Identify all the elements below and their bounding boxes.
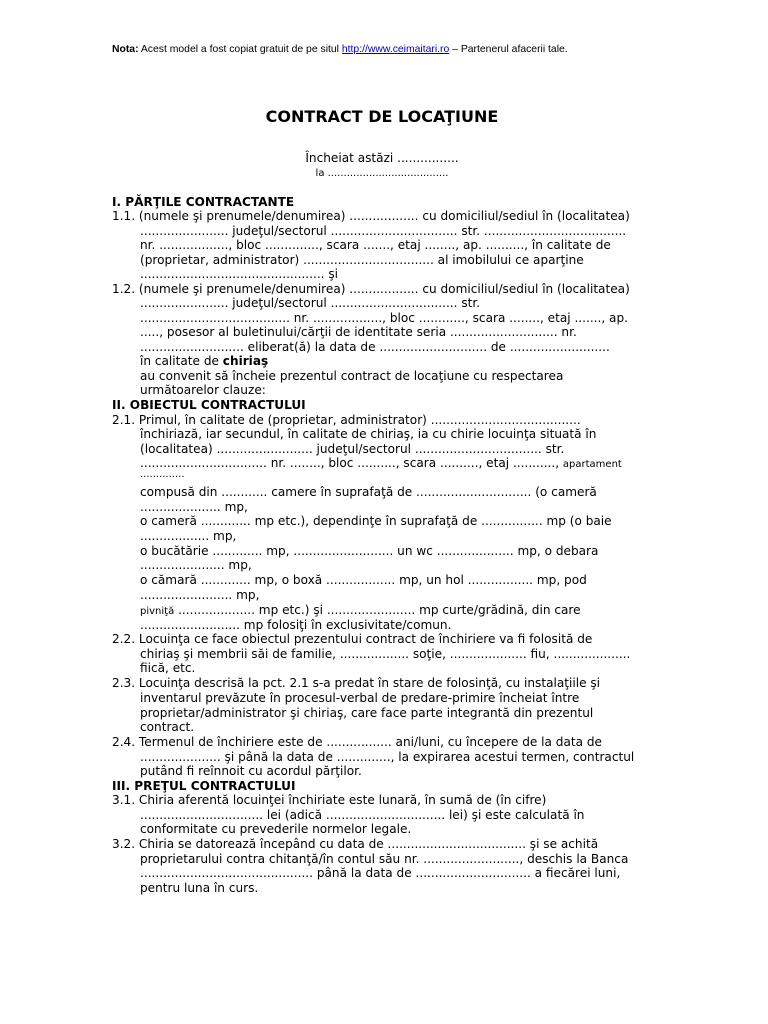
clause-1-2-line: ....................... judeţul/sectorul ................................. str.: [140, 296, 481, 310]
clause-1-1-line: ................................................ şi: [140, 267, 339, 281]
section-heading-object: II. OBIECTUL CONTRACTULUI: [112, 398, 306, 412]
clause-2-4-line: ..................... şi până la data de .............., la expirarea acestui termen, contractul: [140, 750, 635, 764]
clause-2-1-line: închiriază, iar secundul, în calitate de chiriaş, ia cu chirie locuinţa situată în: [140, 427, 597, 441]
clause-1-2-line: 1.2. (numele şi prenumele/denumirea) .................. cu domiciliul/sediul în (localitatea): [112, 282, 630, 296]
tenant-role-line: [140, 354, 268, 369]
clause-1-1-line: nr. .................., bloc .............., scara ......., etaj ........, ap. .........., în calitate de: [140, 238, 611, 252]
role-tenant: chiriaş: [222, 354, 269, 368]
agreement-line: următoarelor clauze:: [140, 383, 266, 397]
apartment-word: apartament: [562, 459, 622, 470]
concluded-date-line: Încheiat astăzi ................: [305, 151, 459, 165]
source-link[interactable]: http://www.ceimaitari.ro: [341, 44, 450, 55]
clause-2-2-line: chiriaş şi membrii săi de familie, .................. soţie, .................... fiu, ....................: [140, 647, 631, 661]
clause-1-2-line: ........................... eliberat(ă) la data de ............................ de ..........................: [140, 340, 610, 354]
clause-1-1-line: ....................... judeţul/sectorul ................................. str. .....................................: [140, 224, 627, 238]
clause-3-2-line: pentru luna în curs.: [140, 881, 259, 895]
clause-2-1-line: .................. mp,: [140, 529, 237, 543]
agreement-line: au convenit să încheie prezentul contract de locaţiune cu respectarea: [140, 369, 564, 383]
clause-2-1-text: .................... mp etc.) şi ....................... mp curte/grădină, din care: [174, 603, 581, 617]
clause-2-1-line: ..................... mp,: [140, 500, 248, 514]
note-tail: – Partenerul afacerii tale.: [449, 44, 568, 55]
clause-1-1-line: (proprietar, administrator) .................................. al imobilului ce aparţine: [140, 253, 584, 267]
clause-1-2-line: ....................................... nr. .................., bloc ............, scara ........, etaj ......., ap.: [140, 311, 628, 325]
clause-2-2-line: 2.2. Locuinţa ce face obiectul prezentului contract de închiriere va fi folosită de: [112, 632, 593, 646]
clause-1-1-line: 1.1. (numele şi prenumele/denumirea) .................. cu domiciliul/sediul în (localitatea): [112, 209, 630, 223]
note-label: Nota:: [112, 44, 139, 55]
clause-2-3-line: contract.: [140, 720, 195, 734]
clause-3-1-line: conformitate cu prevederile normelor legale.: [140, 822, 412, 836]
clause-2-3-line: 2.3. Locuinţa descrisă la pct. 2.1 s-a predat în stare de folosinţă, cu instalaţiile şi: [112, 676, 601, 690]
cellar-word: pivniţă: [140, 606, 175, 617]
clause-2-4-line: putând fi reînnoit cu acordul părţilor.: [140, 764, 362, 778]
clause-2-1-line: [140, 456, 622, 473]
clause-2-3-line: inventarul prevăzute în procesul-verbal de predare-primire încheiat între: [140, 691, 580, 705]
copyright-note: [112, 44, 568, 55]
clause-2-4-line: 2.4. Termenul de închiriere este de ................. ani/luni, cu începere de la data de: [112, 735, 602, 749]
section-heading-parties: I. PĂRŢILE CONTRACTANTE: [112, 195, 295, 209]
clause-2-1-line: .......................... mp folosiţi în exclusivitate/comun.: [140, 618, 452, 632]
clause-2-1-line: o bucătărie ............. mp, .......................... un wc .................... mp, o debara: [140, 544, 599, 558]
clause-3-2-line: proprietarului contra chitanţă/în contul său nr. ........................., deschis la Banca: [140, 852, 629, 866]
clause-3-2-line: 3.2. Chiria se datorează începând cu data de .................................... şi se achită: [112, 837, 599, 851]
document-title: CONTRACT DE LOCAŢIUNE: [265, 107, 499, 126]
clause-2-1-line: compusă din ............ camere în suprafaţă de .............................. (o cameră: [140, 485, 597, 499]
clause-2-2-line: fiică, etc.: [140, 661, 196, 675]
clause-2-1-line: 2.1. Primul, în calitate de (proprietar, administrator) .......................................: [112, 413, 581, 427]
clause-3-2-line: ............................................. până la data de .............................. a fiecărei luni,: [140, 866, 621, 880]
note-text: Acest model a fost copiat gratuit de pe situl: [138, 44, 342, 55]
clause-3-1-line: ................................ lei (adică ............................... lei) şi este calculată în: [140, 808, 585, 822]
concluded-place-line: la ......................................: [315, 168, 449, 179]
section-heading-price: III. PREŢUL CONTRACTULUI: [112, 779, 296, 793]
clause-2-1-text: ................................. nr. ........, bloc .........., scara .........., etaj ...........,: [140, 456, 563, 470]
clause-3-1-line: 3.1. Chiria aferentă locuinţei închiriate este lunară, în sumă de (în cifre): [112, 793, 547, 807]
clause-2-1-line: ........................ mp,: [140, 588, 260, 602]
clause-2-1-line: ...................... mp,: [140, 558, 252, 572]
clause-2-1-line: (localitatea) ......................... judeţul/sectorul ................................. str.: [140, 442, 565, 456]
clause-2-1-line: o cămară ............. mp, o boxă .................. mp, un hol ................. mp, pod: [140, 573, 587, 587]
clause-1-2-line: ....., posesor al buletinului/cărţii de identitate seria ............................ nr.: [140, 325, 577, 339]
role-prefix: în calitate de: [140, 354, 223, 368]
clause-2-3-line: proprietar/administrator şi chiriaş, care face parte integrantă din prezentul: [140, 706, 594, 720]
clause-2-1-line: o cameră ............. mp etc.), dependinţe în suprafaţă de ................ mp (o baie: [140, 514, 612, 528]
apartment-dots: ..............: [140, 469, 185, 480]
